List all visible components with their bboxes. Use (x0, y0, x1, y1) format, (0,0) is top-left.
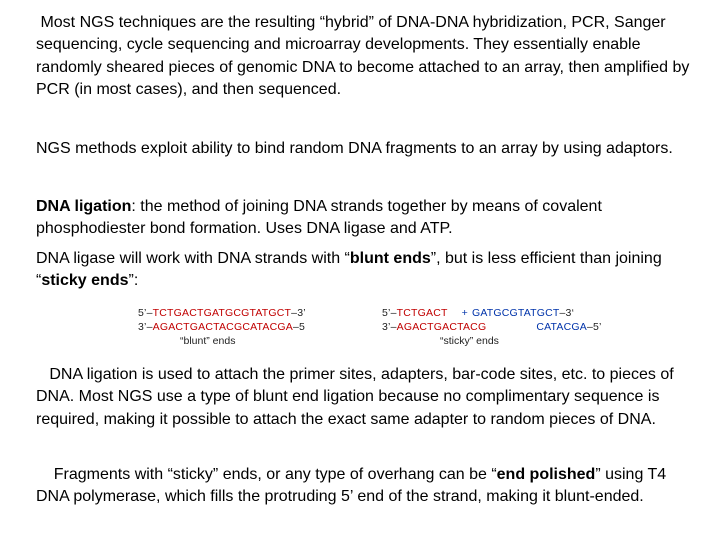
blunt-ends-caption: “blunt” ends (180, 335, 236, 347)
sticky-top-prefix: 5’– (382, 307, 397, 319)
sticky-bottom-prefix: 3’– (382, 321, 397, 333)
sticky-bottom-sequence-2: CATACGA (536, 321, 587, 333)
ligase-text-3: ”: (128, 272, 139, 290)
polish-text-1: Fragments with “sticky” ends, or any type of overhang can be “ (53, 466, 497, 483)
ligation-term: DNA ligation (36, 198, 132, 215)
blunt-bottom-sequence: AGACTGACTACGCATACGA (152, 321, 293, 333)
sticky-top-sequence-2: GATGCGTATGCT (471, 307, 560, 319)
adaptors-paragraph: NGS methods exploit ability to bind random DNA fragments to an array by using adaptors. (36, 140, 673, 157)
intro-text: Most NGS techniques are the resulting “hybrid” of DNA-DNA hybridization, PCR, Sanger sequencing, cycle sequencing and microarray developments. They essentially enable randomly sheared pieces of genomic DNA to become attached to an array, then amplified by PCR (in most cases), and then sequenced. (36, 14, 690, 98)
ligation-use-paragraph (36, 364, 696, 431)
sticky-ends-term: sticky ends (41, 272, 129, 290)
blunt-bottom-suffix: –5 (292, 321, 306, 333)
ligation-definition-paragraph (36, 196, 696, 241)
blunt-top-sequence: TCTGACTGATGCGTATGCT (152, 307, 292, 319)
polish-text-2: ” using T4 DNA polymerase, which fills the protruding 5’ end of the strand, making it blunt-ended. (36, 466, 667, 506)
blunt-top-strand (138, 306, 306, 320)
blunt-top-suffix: –3’ (291, 307, 306, 319)
blunt-bottom-prefix: 3’– (138, 321, 153, 333)
sticky-bottom-strand (382, 320, 602, 334)
ligase-text-2: ”, but is less efficient than joining “ (36, 250, 662, 290)
blunt-ends-term: blunt ends (349, 250, 431, 267)
sticky-top-strand (382, 306, 574, 320)
ligation-definition: : the method of joining DNA strands together by means of covalent phosphodiester bond formation. Uses DNA ligase and ATP. (36, 198, 602, 238)
sticky-plus: + (461, 307, 468, 319)
sticky-top-sequence-1: TCTGACT (396, 307, 448, 319)
ligase-ends-paragraph (36, 248, 696, 293)
end-polishing-paragraph (36, 464, 696, 509)
ligation-use-text: DNA ligation is used to attach the primer sites, adapters, bar-code sites, etc. to pieces of DNA. Most NGS use a type of blunt end ligation because no complimentary sequence is required, making it possible to attach the exact same adapter to random pieces of DNA. (36, 366, 674, 428)
sticky-bottom-suffix: –5’ (586, 321, 602, 333)
sticky-ends-caption: “sticky” ends (440, 335, 499, 347)
end-polished-term: end polished (496, 466, 596, 483)
blunt-bottom-strand (138, 320, 305, 334)
blunt-top-prefix: 5’– (138, 307, 153, 319)
ligase-text-1: DNA ligase will work with DNA strands with “ (36, 250, 350, 267)
sticky-top-suffix: –3‘ (559, 307, 575, 319)
sticky-bottom-sequence-1: AGACTGACTACG (396, 321, 487, 333)
intro-paragraph (36, 12, 696, 101)
